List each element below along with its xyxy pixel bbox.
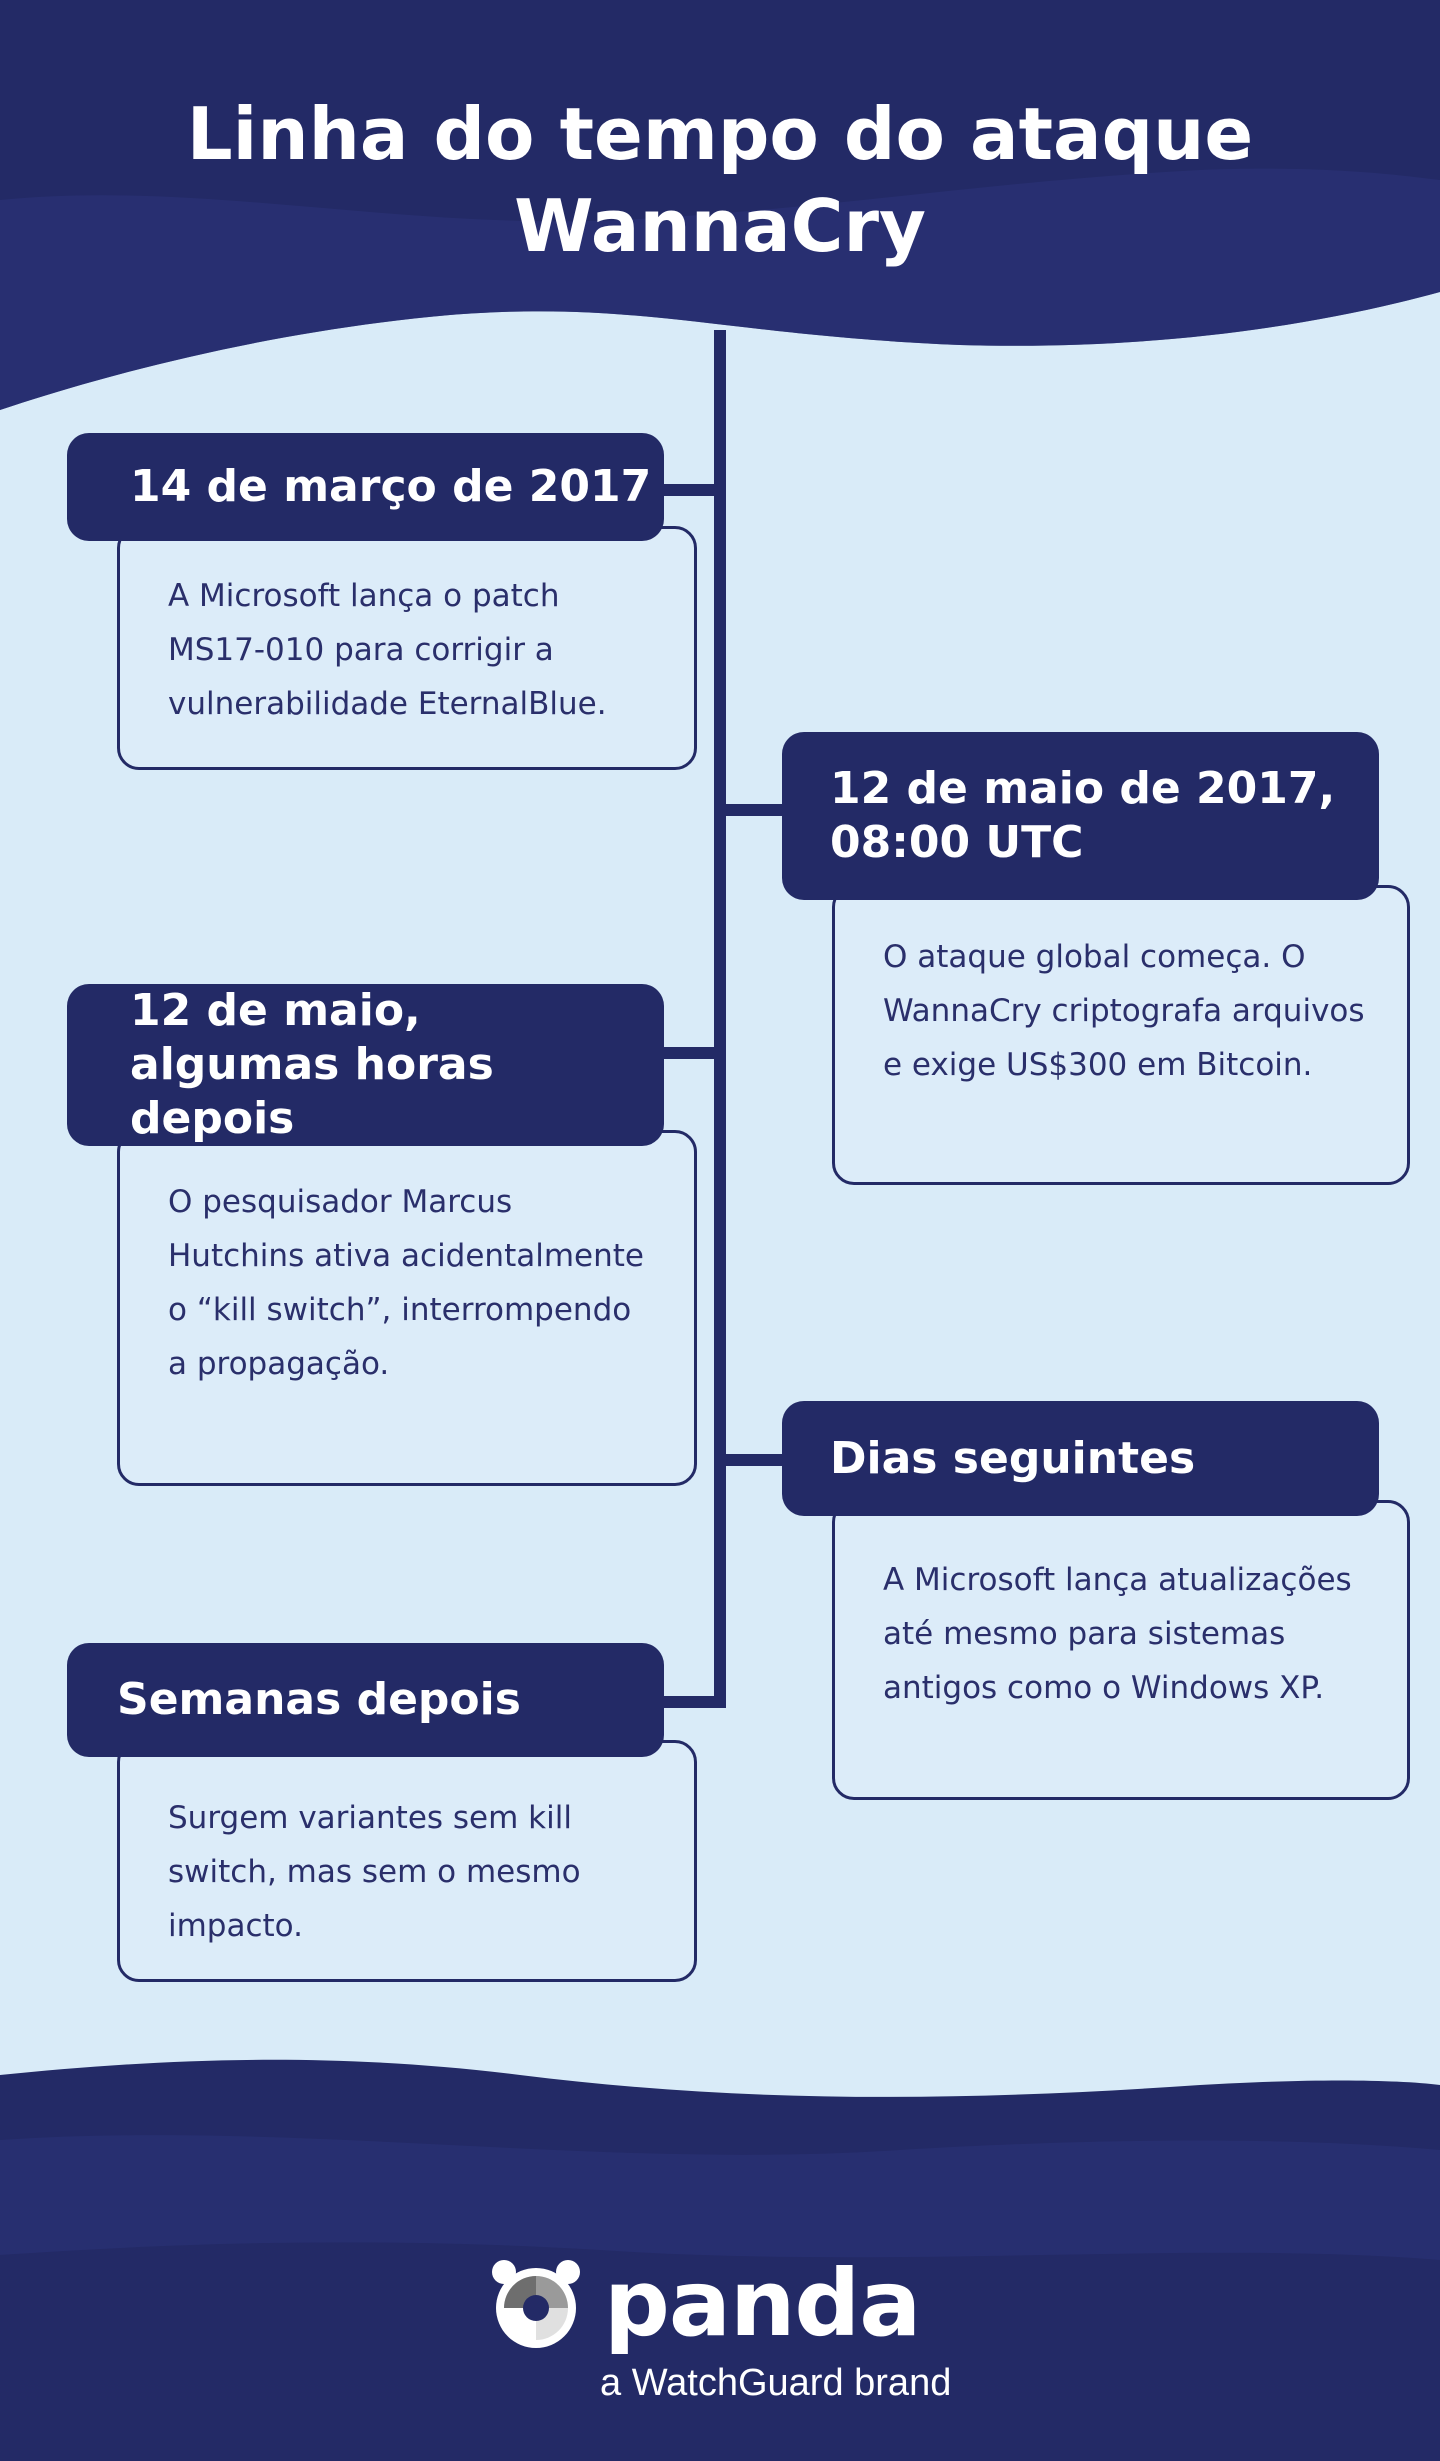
event-date: 12 de maio de 2017, 08:00 UTC [830, 763, 1336, 868]
page-title [0, 88, 1440, 272]
panda-logo-icon [490, 2258, 582, 2350]
title-line-2: WannaCry [514, 184, 926, 268]
event-date-header [782, 1401, 1379, 1516]
event-date-header [67, 984, 664, 1146]
event-description-box [832, 1500, 1410, 1800]
event-description: Surgem variantes sem kill switch, mas sem o mesmo impacto. [168, 1800, 581, 1944]
brand-name: panda [604, 2250, 921, 2357]
event-date: Dias seguintes [830, 1432, 1196, 1484]
event-description-box [832, 885, 1410, 1185]
event-description: A Microsoft lança o patch MS17-010 para corrigir a vulnerabilidade EternalBlue. [168, 578, 607, 722]
event-date: 12 de maio, algumas horas depois [130, 985, 494, 1144]
event-description: O ataque global começa. O WannaCry criptografa arquivos e exige US$300 em Bitcoin. [883, 939, 1365, 1083]
event-description-box [117, 1740, 697, 1982]
event-date: 14 de março de 2017 [130, 461, 652, 512]
event-description: O pesquisador Marcus Hutchins ativa acidentalmente o “kill switch”, interrompendo a propagação. [168, 1184, 644, 1382]
event-description-box [117, 1130, 697, 1486]
event-date: Semanas depois [117, 1674, 521, 1725]
event-description-box [117, 526, 697, 770]
title-line-1: Linha do tempo do ataque [186, 92, 1254, 176]
brand-tagline: a WatchGuard brand [600, 2362, 952, 2404]
brand-logo [490, 2250, 921, 2357]
event-date-header [782, 732, 1379, 900]
event-date-header [67, 1643, 664, 1757]
event-date-header [67, 433, 664, 541]
event-description: A Microsoft lança atualizações até mesmo para sistemas antigos como o Windows XP. [883, 1562, 1352, 1706]
